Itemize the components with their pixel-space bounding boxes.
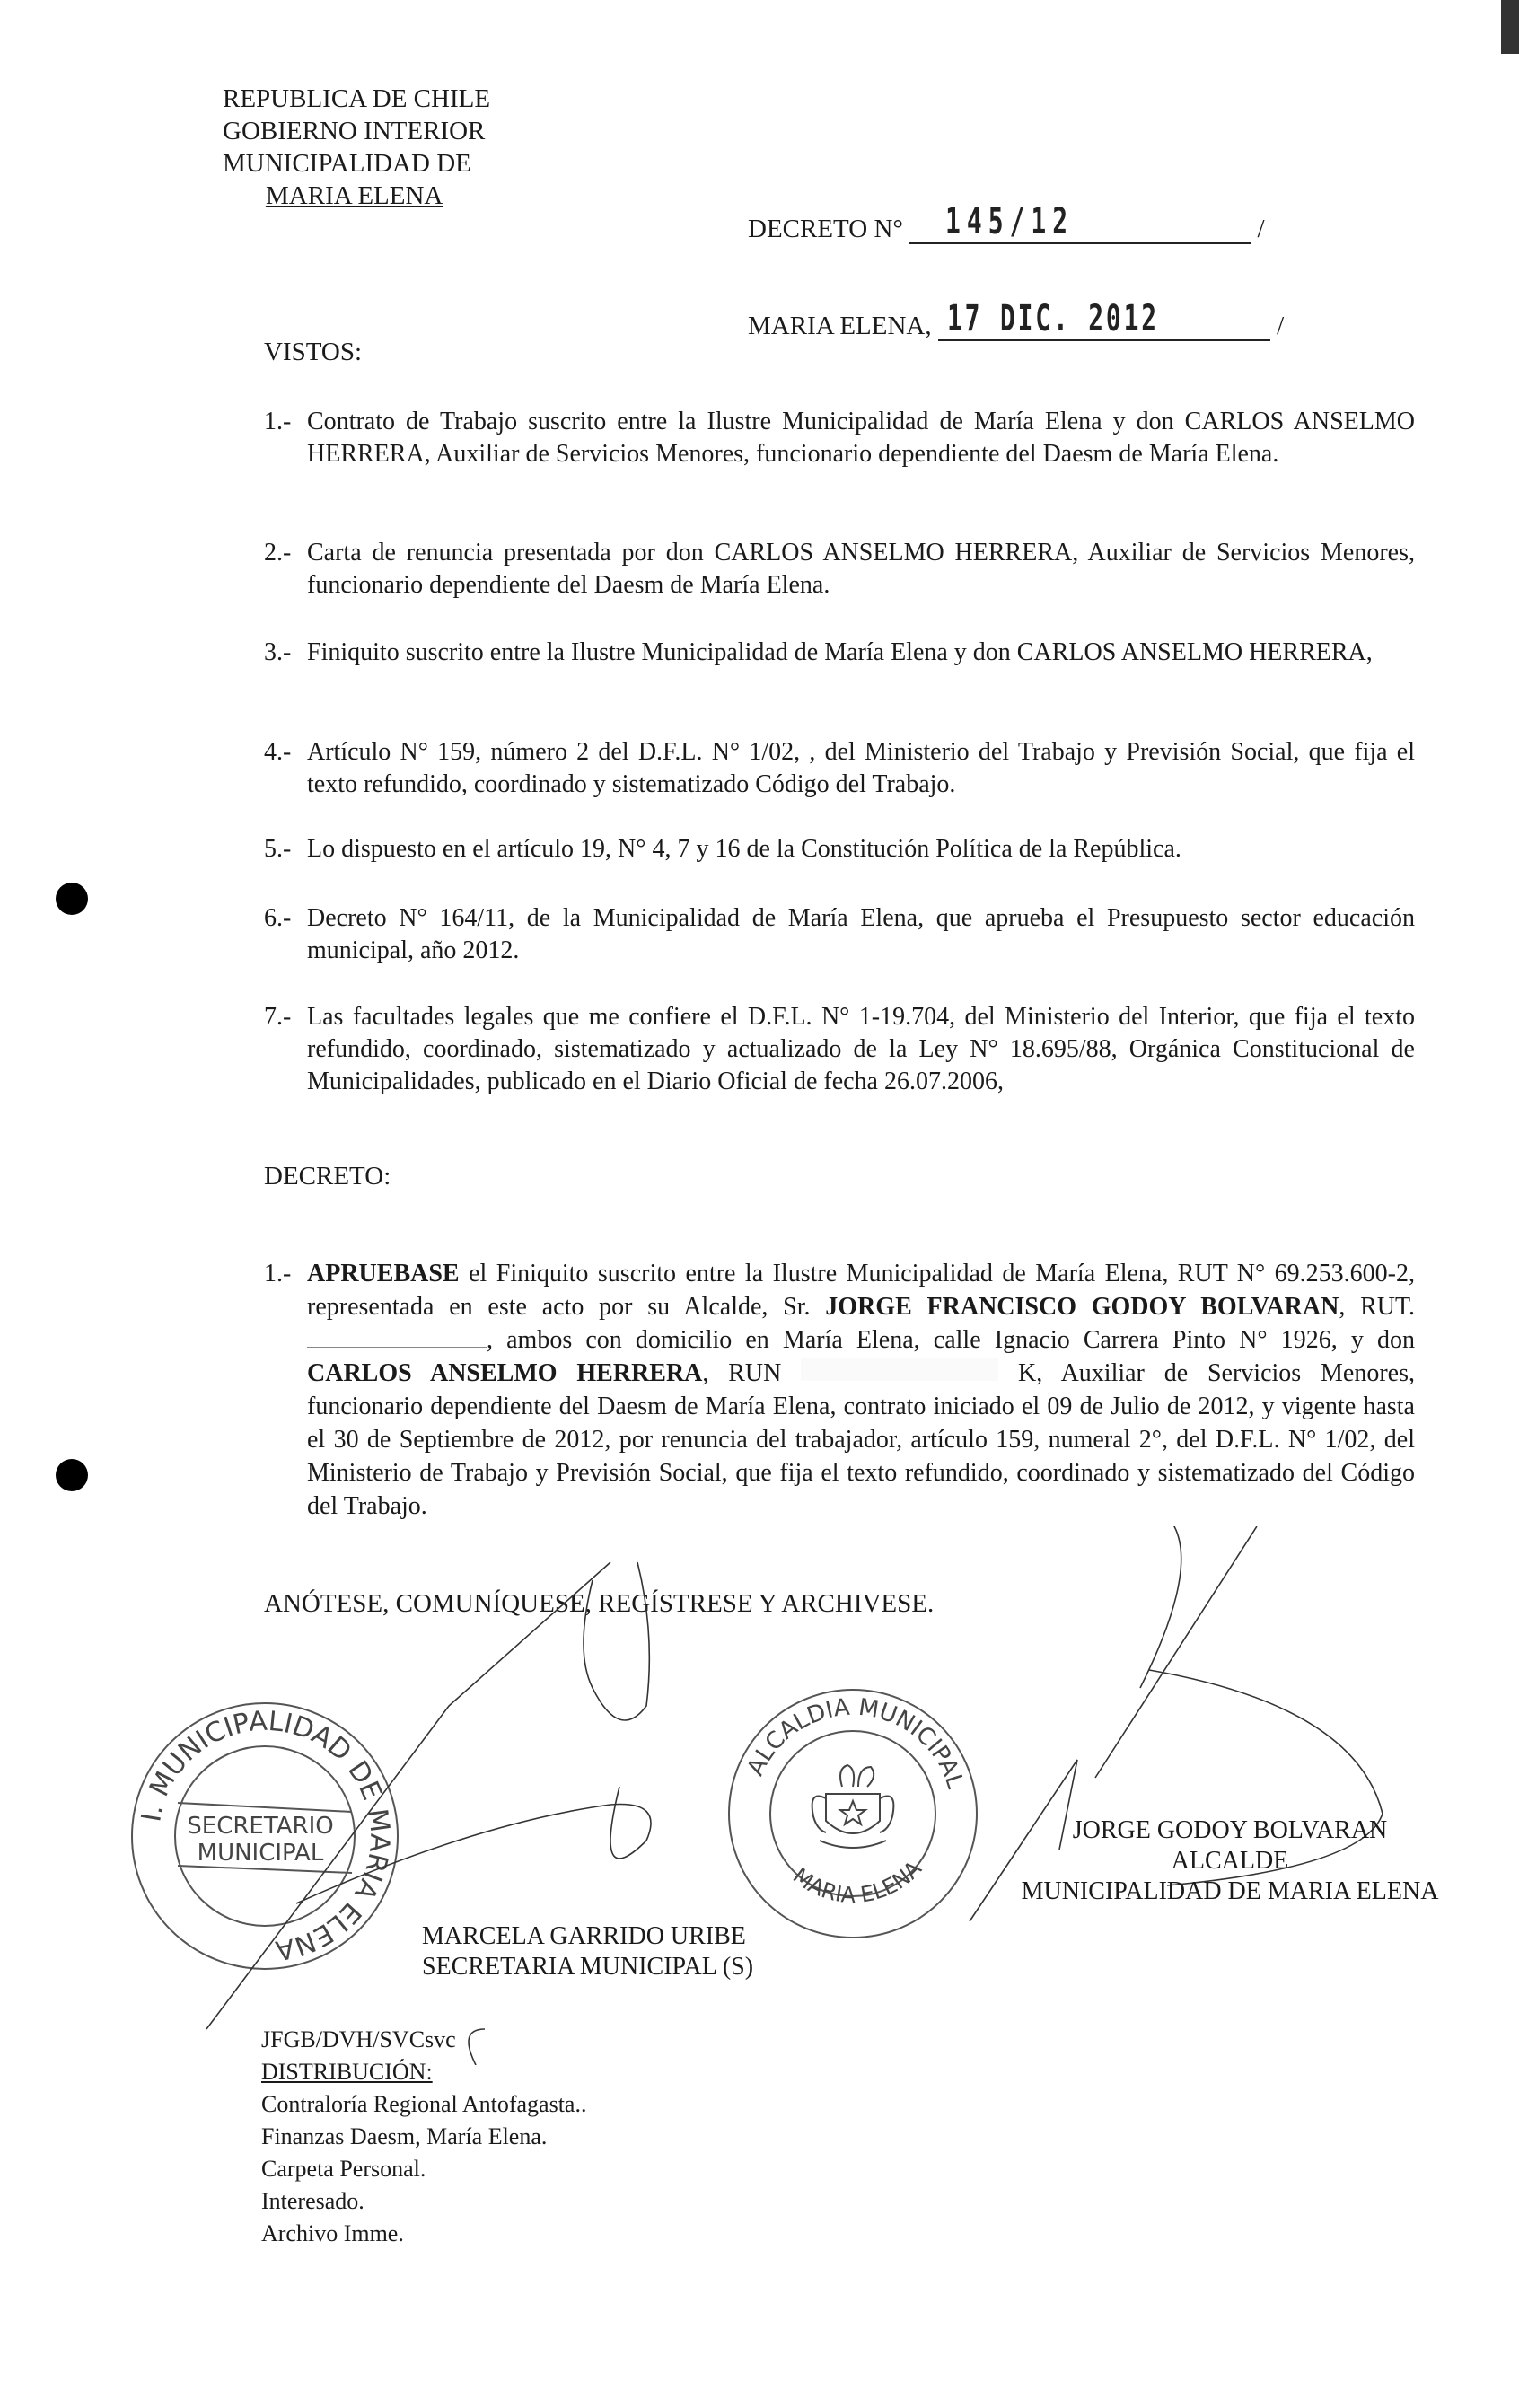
decree-number-value: 145/12 (945, 201, 1075, 242)
vistos-item (264, 1001, 1415, 1098)
item-number: 2.- (264, 539, 292, 567)
item-number: 3.- (264, 638, 292, 666)
stamp-ring-top: ALCALDIA MUNICIPAL (742, 1693, 969, 1792)
worker-name: CARLOS ANSELMO HERRERA (307, 1359, 703, 1387)
decree-text: K, Auxiliar de Servicios Menores, funcionario dependiente del Daesm de María Elena, contrato iniciado el 09 de Julio de 2012, y vigente hasta el 30 de Septiembre de 2012, por renuncia del trabajador, artículo 159, numeral 2°, del D.F.L. N° 1/02, del Ministerio de Trabajo y Previsión Social, que fija el texto refundido, coordinado y sistematizado del Código del Trabajo. (307, 1359, 1416, 1520)
punch-hole (56, 1459, 88, 1491)
stamp-ring-text: I. MUNICIPALIDAD DE MARIA ELENA (136, 1705, 396, 1966)
stamp-center-2: MUNICIPAL (197, 1840, 324, 1867)
redacted-rut (307, 1323, 487, 1348)
redacted-run (801, 1358, 998, 1381)
item-text: Finiquito suscrito entre la Ilustre Municipalidad de María Elena y don CARLOS ANSELMO HERRERA, (307, 638, 1373, 666)
item-text: Lo dispuesto en el artículo 19, N° 4, 7 y 16 de la Constitución Política de la República. (307, 835, 1181, 863)
closing-formula: ANÓTESE, COMUNÍQUESE, REGÍSTRESE Y ARCHIVESE. (264, 1589, 935, 1618)
vistos-item (264, 406, 1415, 470)
letterhead-line: REPUBLICA DE CHILE (223, 84, 491, 113)
vistos-item (264, 637, 1415, 669)
decree-text: , RUT. (1339, 1293, 1416, 1321)
distribution-item: Contraloría Regional Antofagasta.. (261, 2091, 587, 2117)
letterhead-line: GOBIERNO INTERIOR (223, 117, 486, 145)
decree-bold: APRUEBASE (307, 1260, 460, 1287)
signer-left (422, 1921, 753, 1982)
decree-number-label: DECRETO N° (748, 215, 903, 243)
signer-left-name: MARCELA GARRIDO URIBE (422, 1922, 746, 1950)
vistos-item (264, 902, 1415, 967)
stamp-ring-bottom: MARIA ELENA (788, 1856, 926, 1909)
vistos-item (264, 537, 1415, 602)
footer-block (261, 2024, 586, 2250)
item-number: 7.- (264, 1003, 292, 1031)
item-number: 6.- (264, 904, 292, 932)
decree-number: DECRETO N° 145/12 / (748, 201, 1265, 243)
item-text: Contrato de Trabajo suscrito entre la Ilustre Municipalidad de María Elena y don CARLOS ANSELMO HERRERA, Auxiliar de Servicios Menores, funcionario dependiente del Daesm de María Elena. (307, 408, 1415, 468)
distribution-item: Carpeta Personal. (261, 2156, 426, 2182)
distribution-item: Finanzas Daesm, María Elena. (261, 2123, 548, 2149)
date-value: 17 DIC. 2012 (946, 298, 1159, 339)
punch-hole (56, 883, 88, 915)
handwritten-signature (180, 1526, 1436, 2065)
item-number: 4.- (264, 738, 292, 766)
decreto-heading: DECRETO: (264, 1162, 391, 1191)
place-label: MARIA ELENA, (748, 312, 932, 340)
item-text: Carta de renuncia presentada por don CARLOS ANSELMO HERRERA, Auxiliar de Servicios Menores, funcionario dependiente del Daesm de María Elena. (307, 539, 1415, 599)
distribution-item: Interesado. (261, 2188, 364, 2214)
decree-text: , ambos con domicilio en María Elena, calle Ignacio Carrera Pinto N° 1926, y don (487, 1326, 1415, 1354)
decree-text: , RUN (702, 1359, 802, 1387)
distribution-heading: DISTRIBUCIÓN: (261, 2059, 433, 2085)
item-number: 1.- (264, 1260, 292, 1287)
scan-edge (1501, 0, 1519, 54)
signer-right (997, 1815, 1463, 1907)
letterhead-line: MARIA ELENA (266, 181, 443, 210)
letterhead (223, 83, 490, 212)
decree-article (264, 1257, 1415, 1523)
decree-text: el Finiquito suscrito entre la Ilustre Municipalidad de María Elena, RUT N° 69.253.600-2, representada en este acto por su Alcalde, Sr. (307, 1260, 1415, 1321)
item-text: Artículo N° 159, número 2 del D.F.L. N° 1/02, , del Ministerio del Trabajo y Previsión Social, que fija el texto refundido, coordinado y sistematizado Código del Trabajo. (307, 738, 1415, 798)
item-text: Las facultades legales que me confiere el D.F.L. N° 1-19.704, del Ministerio del Interior, que fija el texto refundido, coordinado, sistematizado y actualizado de la Ley N° 18.695/88, Orgánica Constitucional de Municipalidades, publicado en el Diario Oficial de fecha 26.07.2006, (307, 1003, 1415, 1095)
item-number: 1.- (264, 408, 292, 435)
item-text: Decreto N° 164/11, de la Municipalidad de María Elena, que aprueba el Presupuesto sector educación municipal, año 2012. (307, 904, 1415, 964)
item-number: 5.- (264, 835, 292, 863)
signer-right-org: MUNICIPALIDAD DE MARIA ELENA (1021, 1877, 1439, 1905)
vistos-item (264, 736, 1415, 801)
letterhead-line: MUNICIPALIDAD DE (223, 149, 471, 178)
vistos-item (264, 833, 1415, 866)
signer-left-title: SECRETARIA MUNICIPAL (S) (422, 1953, 754, 1981)
distribution-item: Archivo Imme. (261, 2220, 404, 2246)
signer-right-name: JORGE GODOY BOLVARAN (1072, 1816, 1388, 1844)
vistos-heading: VISTOS: (264, 338, 363, 366)
mayor-name: JORGE FRANCISCO GODOY BOLVARAN (825, 1293, 1339, 1321)
signer-right-title: ALCALDE (1171, 1847, 1289, 1875)
stamp-center-1: SECRETARIO (187, 1813, 334, 1840)
place-date: MARIA ELENA, 17 DIC. 2012 / (748, 298, 1285, 340)
initials: JFGB/DVH/SVCsvc (261, 2026, 456, 2052)
